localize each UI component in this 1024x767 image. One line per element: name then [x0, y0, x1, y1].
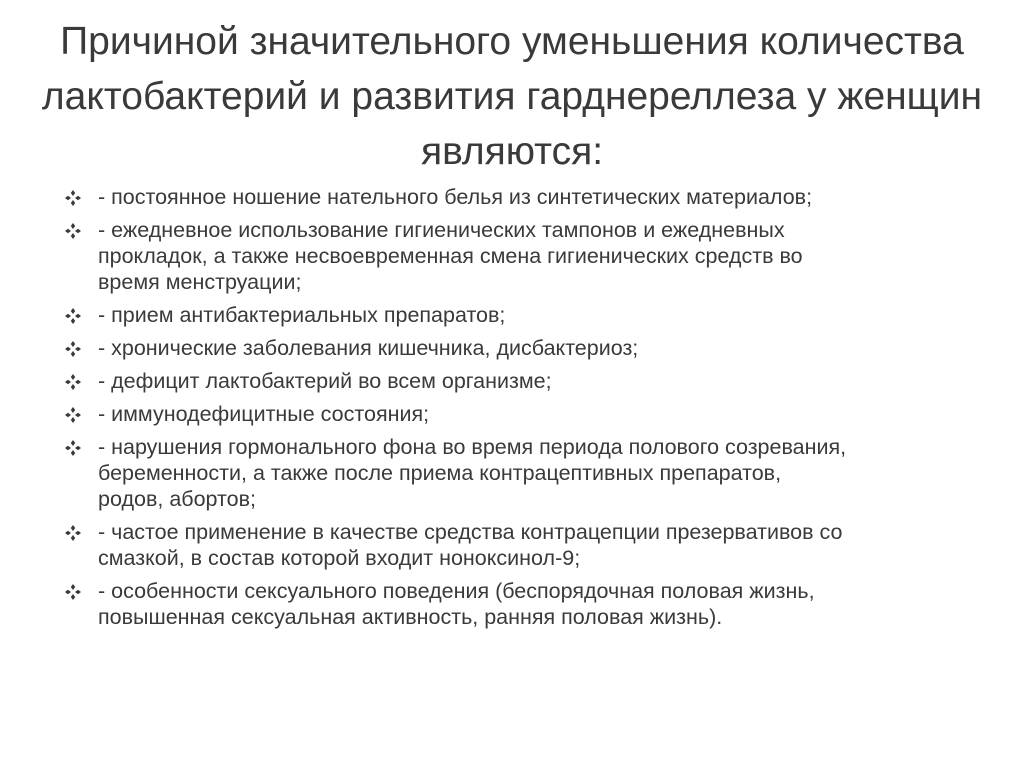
four-diamond-bullet-icon: [62, 217, 98, 243]
four-diamond-bullet-icon: [62, 434, 98, 460]
slide-title: [0, 14, 1024, 179]
list-item-line: родов, абортов;: [98, 487, 256, 511]
list-item-text: [98, 434, 846, 512]
list-item-line: - нарушения гормонального фона во время периода полового созревания,: [98, 435, 847, 459]
list-item: [62, 335, 962, 361]
list-item: [62, 302, 962, 328]
list-item: [62, 401, 962, 427]
list-item-line: время менструации;: [98, 270, 302, 294]
list-item-line: - дефицит лактобактерий во всем организме;: [98, 369, 552, 393]
title-line: являются:: [420, 130, 604, 173]
list-item-text: [98, 184, 812, 210]
list-item-line: беременности, а также после приема контрацептивных препаратов,: [98, 461, 782, 485]
four-diamond-bullet-icon: [62, 184, 98, 210]
list-item-text: [98, 401, 429, 427]
list-item-text: [98, 368, 552, 394]
four-diamond-bullet-icon: [62, 335, 98, 361]
list-item: [62, 519, 962, 571]
list-item-text: [98, 302, 505, 328]
four-diamond-bullet-icon: [62, 302, 98, 328]
list-item-line: смазкой, в состав которой входит ноноксинол-9;: [98, 546, 581, 570]
list-item-line: - прием антибактериальных препаратов;: [98, 303, 506, 327]
list-item-text: [98, 335, 638, 361]
list-item-line: - иммунодефицитные состояния;: [98, 402, 430, 426]
four-diamond-bullet-icon: [62, 368, 98, 394]
four-diamond-bullet-icon: [62, 519, 98, 545]
list-item-line: - ежедневное использование гигиенических тампонов и ежедневных: [98, 218, 785, 242]
list-item-line: повышенная сексуальная активность, ранняя половая жизнь).: [98, 605, 723, 629]
list-item-line: - частое применение в качестве средства контрацепции презервативов со: [98, 520, 843, 544]
title-line: лактобактерий и развития гарднереллеза у женщин: [41, 75, 983, 118]
list-item: [62, 434, 962, 512]
four-diamond-bullet-icon: [62, 578, 98, 604]
title-line: Причиной значительного уменьшения количества: [60, 20, 964, 63]
list-item: [62, 578, 962, 630]
list-item-text: [98, 217, 803, 295]
list-item: [62, 217, 962, 295]
list-item-line: прокладок, а также несвоевременная смена гигиенических средств во: [98, 244, 803, 268]
list-item-line: - хронические заболевания кишечника, дисбактериоз;: [98, 336, 639, 360]
list-item-line: - особенности сексуального поведения (беспорядочная половая жизнь,: [98, 579, 815, 603]
list-item: [62, 368, 962, 394]
list-item-text: [98, 578, 815, 630]
list-item-text: [98, 519, 842, 571]
bullet-list: [62, 184, 962, 637]
list-item: [62, 184, 962, 210]
list-item-line: - постоянное ношение нательного белья из синтетических материалов;: [98, 185, 813, 209]
four-diamond-bullet-icon: [62, 401, 98, 427]
